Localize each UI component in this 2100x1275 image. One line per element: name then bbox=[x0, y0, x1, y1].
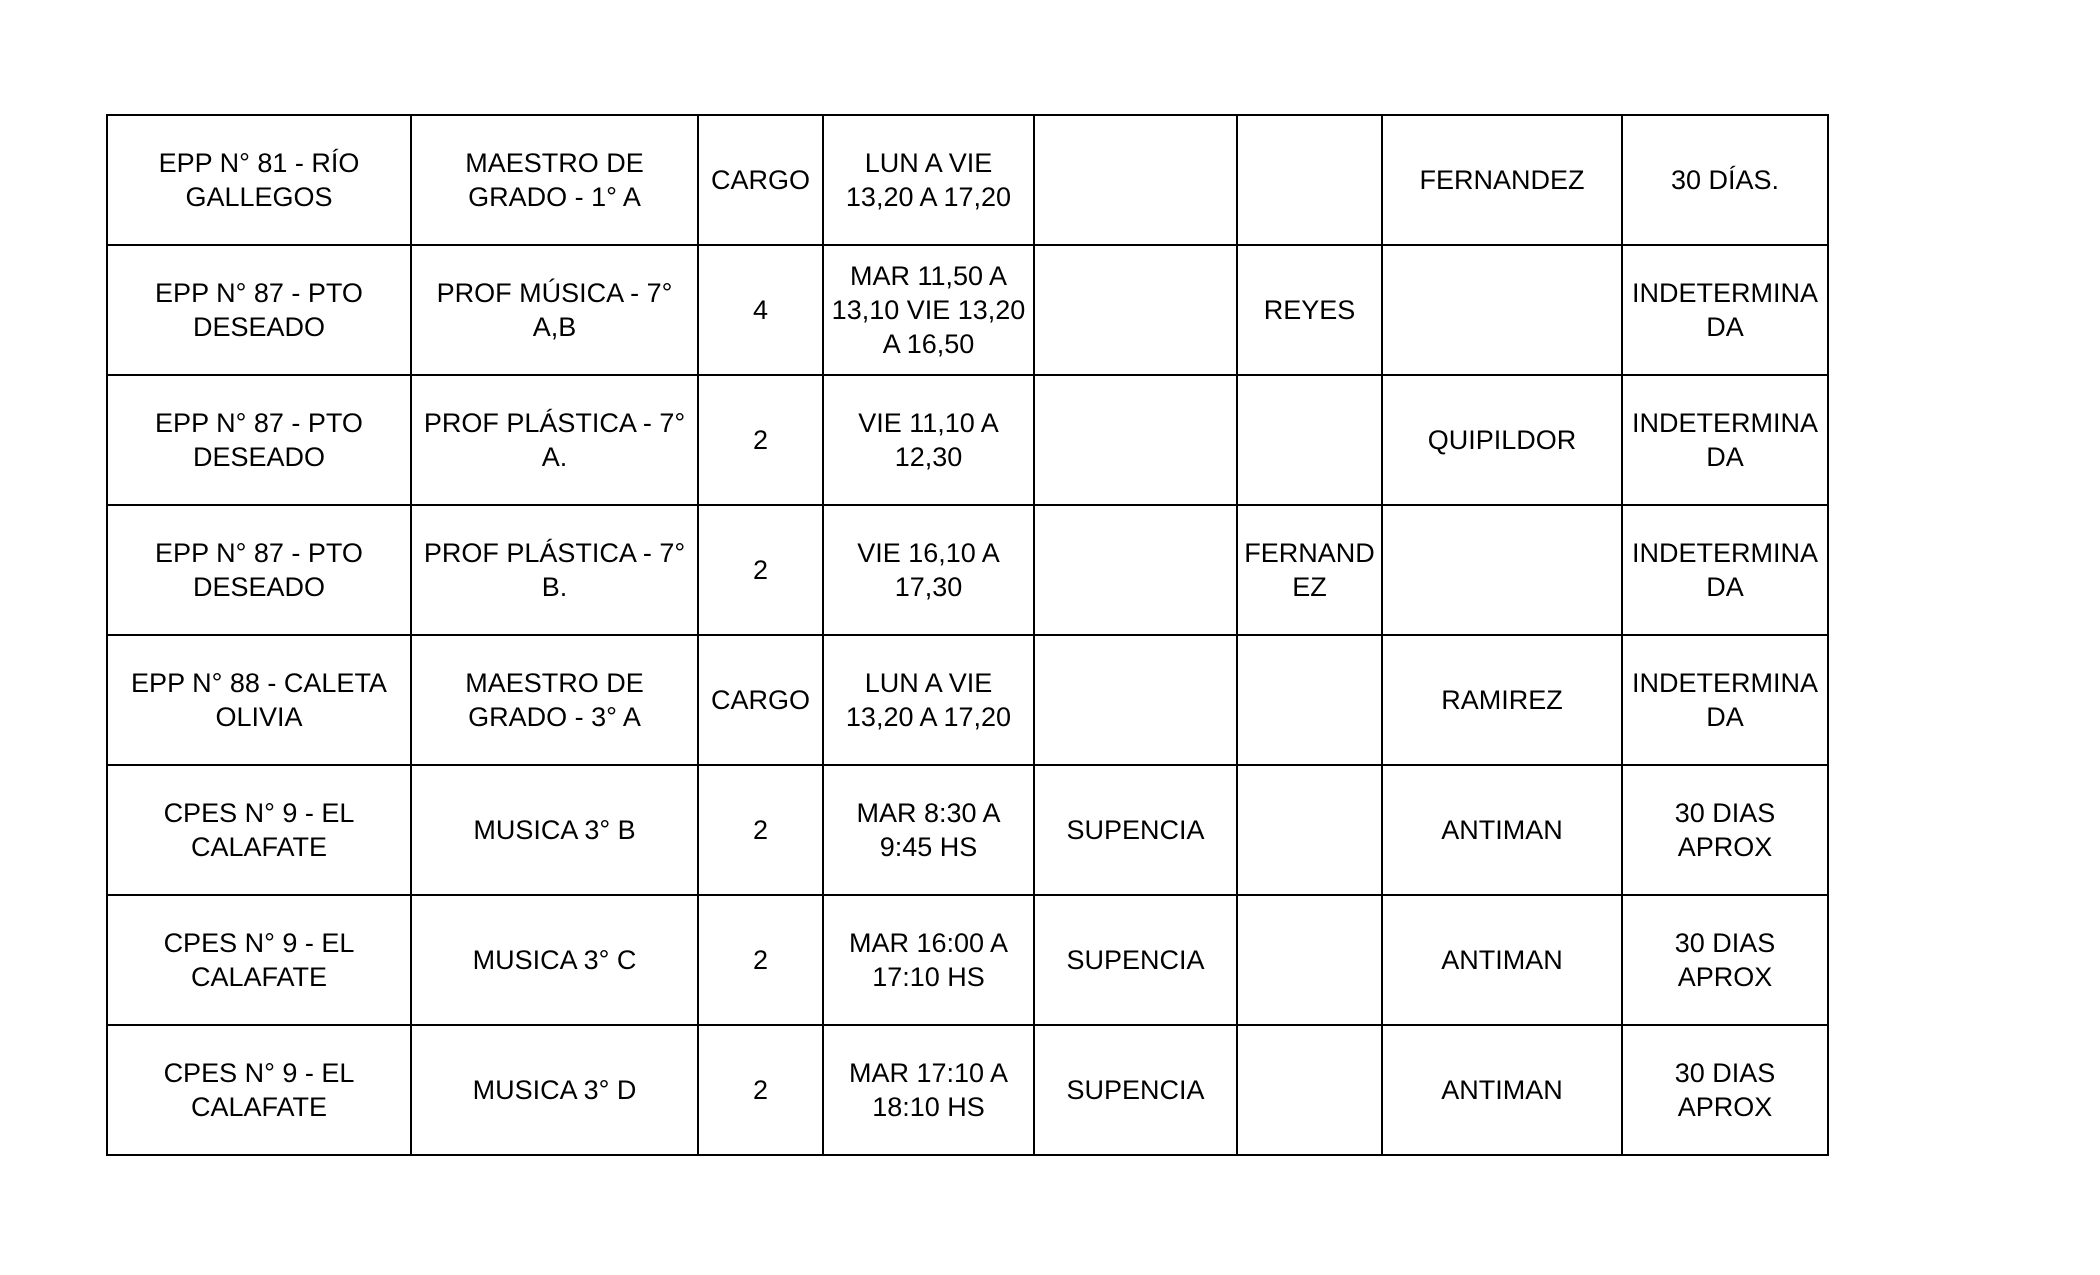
cell-horario: MAR 16:00 A 17:10 HS bbox=[823, 895, 1034, 1025]
cell-horas: 2 bbox=[698, 505, 823, 635]
cell-horario: LUN A VIE 13,20 A 17,20 bbox=[823, 115, 1034, 245]
table-row bbox=[107, 505, 1828, 635]
cell-cargo: PROF PLÁSTICA - 7° B. bbox=[411, 505, 698, 635]
cell-cargo: MAESTRO DE GRADO - 3° A bbox=[411, 635, 698, 765]
cell-col7: RAMIREZ bbox=[1382, 635, 1622, 765]
cell-col7: ANTIMAN bbox=[1382, 765, 1622, 895]
cell-duracion: 30 DÍAS. bbox=[1622, 115, 1828, 245]
cell-horas: 2 bbox=[698, 895, 823, 1025]
cell-duracion: INDETERMINA DA bbox=[1622, 505, 1828, 635]
cell-motivo bbox=[1034, 245, 1237, 375]
cell-horas: 4 bbox=[698, 245, 823, 375]
cell-horario: VIE 11,10 A 12,30 bbox=[823, 375, 1034, 505]
table-row bbox=[107, 765, 1828, 895]
cell-escuela: CPES N° 9 - EL CALAFATE bbox=[107, 765, 411, 895]
table-row bbox=[107, 245, 1828, 375]
cell-escuela: CPES N° 9 - EL CALAFATE bbox=[107, 895, 411, 1025]
cell-horario: MAR 17:10 A 18:10 HS bbox=[823, 1025, 1034, 1155]
cell-col6 bbox=[1237, 115, 1382, 245]
cell-col7 bbox=[1382, 245, 1622, 375]
cell-horas: 2 bbox=[698, 765, 823, 895]
table-row bbox=[107, 115, 1828, 245]
cell-duracion: 30 DIAS APROX bbox=[1622, 895, 1828, 1025]
cell-col7: QUIPILDOR bbox=[1382, 375, 1622, 505]
table-row bbox=[107, 635, 1828, 765]
cell-duracion: INDETERMINA DA bbox=[1622, 375, 1828, 505]
cell-col6 bbox=[1237, 1025, 1382, 1155]
cell-horas: 2 bbox=[698, 1025, 823, 1155]
cell-escuela: EPP N° 88 - CALETA OLIVIA bbox=[107, 635, 411, 765]
cell-col7 bbox=[1382, 505, 1622, 635]
cell-cargo: PROF PLÁSTICA - 7° A. bbox=[411, 375, 698, 505]
cell-col6: FERNAND EZ bbox=[1237, 505, 1382, 635]
cell-horario: MAR 11,50 A 13,10 VIE 13,20 A 16,50 bbox=[823, 245, 1034, 375]
cell-col6 bbox=[1237, 765, 1382, 895]
cell-motivo bbox=[1034, 505, 1237, 635]
cell-motivo bbox=[1034, 115, 1237, 245]
cell-horas: 2 bbox=[698, 375, 823, 505]
cell-horario: VIE 16,10 A 17,30 bbox=[823, 505, 1034, 635]
cell-duracion: 30 DIAS APROX bbox=[1622, 765, 1828, 895]
cell-col7: ANTIMAN bbox=[1382, 1025, 1622, 1155]
cell-cargo: MUSICA 3° D bbox=[411, 1025, 698, 1155]
cell-escuela: CPES N° 9 - EL CALAFATE bbox=[107, 1025, 411, 1155]
table-row bbox=[107, 895, 1828, 1025]
cell-horas: CARGO bbox=[698, 635, 823, 765]
vacancy-table bbox=[106, 114, 1829, 1156]
cell-horario: MAR 8:30 A 9:45 HS bbox=[823, 765, 1034, 895]
cell-col6 bbox=[1237, 895, 1382, 1025]
cell-motivo bbox=[1034, 635, 1237, 765]
cell-motivo: SUPENCIA bbox=[1034, 765, 1237, 895]
cell-escuela: EPP N° 87 - PTO DESEADO bbox=[107, 505, 411, 635]
cell-col7: FERNANDEZ bbox=[1382, 115, 1622, 245]
cell-cargo: MUSICA 3° B bbox=[411, 765, 698, 895]
cell-escuela: EPP N° 87 - PTO DESEADO bbox=[107, 245, 411, 375]
cell-col7: ANTIMAN bbox=[1382, 895, 1622, 1025]
cell-duracion: INDETERMINA DA bbox=[1622, 635, 1828, 765]
cell-col6 bbox=[1237, 375, 1382, 505]
cell-horario: LUN A VIE 13,20 A 17,20 bbox=[823, 635, 1034, 765]
table-row bbox=[107, 375, 1828, 505]
cell-motivo: SUPENCIA bbox=[1034, 895, 1237, 1025]
cell-col6 bbox=[1237, 635, 1382, 765]
table-row bbox=[107, 1025, 1828, 1155]
cell-cargo: MAESTRO DE GRADO - 1° A bbox=[411, 115, 698, 245]
cell-duracion: INDETERMINA DA bbox=[1622, 245, 1828, 375]
cell-col6: REYES bbox=[1237, 245, 1382, 375]
cell-escuela: EPP N° 81 - RÍO GALLEGOS bbox=[107, 115, 411, 245]
cell-motivo: SUPENCIA bbox=[1034, 1025, 1237, 1155]
cell-escuela: EPP N° 87 - PTO DESEADO bbox=[107, 375, 411, 505]
cell-duracion: 30 DIAS APROX bbox=[1622, 1025, 1828, 1155]
cell-cargo: PROF MÚSICA - 7° A,B bbox=[411, 245, 698, 375]
cell-cargo: MUSICA 3° C bbox=[411, 895, 698, 1025]
cell-horas: CARGO bbox=[698, 115, 823, 245]
cell-motivo bbox=[1034, 375, 1237, 505]
